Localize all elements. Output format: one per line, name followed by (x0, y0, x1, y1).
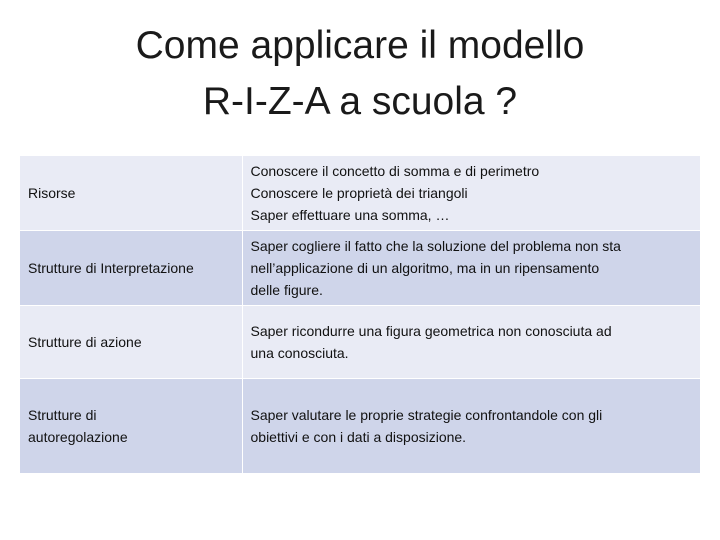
row-label-text: autoregolazione (28, 428, 128, 445)
slide-title (0, 18, 720, 130)
table-row-interpretazione (20, 231, 700, 306)
row-label (20, 156, 242, 231)
slide-title-line-1: Come applicare il modello (135, 24, 585, 67)
description-line: una conosciuta. (250, 345, 349, 361)
riza-table (20, 156, 700, 473)
description-line: obiettivi e con i dati a disposizione. (250, 428, 467, 445)
description-line: Saper ricondurre una figura geometrica non conosciuta ad (250, 323, 612, 339)
row-label-text: Strutture di (28, 406, 97, 423)
row-label (20, 306, 242, 379)
description-line: Saper cogliere il fatto che la soluzione del problema non sta (250, 238, 621, 254)
table-row-autoregolazione (20, 379, 700, 473)
row-description (242, 156, 700, 231)
description-line: Conoscere le proprietà dei triangoli (250, 185, 468, 201)
row-label (20, 379, 242, 473)
table-row-risorse (20, 156, 700, 231)
description-line: Saper effettuare una somma, … (250, 207, 450, 223)
description-line: nell’applicazione di un algoritmo, ma in un ripensamento (250, 260, 600, 276)
row-label-text: Strutture di azione (28, 334, 142, 350)
table-row-azione (20, 306, 700, 379)
row-description (242, 231, 700, 306)
row-label (20, 231, 242, 306)
slide-title-line-2: R-I-Z-A a scuola ? (202, 80, 518, 123)
row-label-text: Strutture di Interpretazione (28, 260, 194, 276)
row-description (242, 306, 700, 379)
description-line: delle figure. (250, 282, 323, 298)
description-line: Saper valutare le proprie strategie confrontandole con gli (250, 406, 603, 423)
description-line: Conoscere il concetto di somma e di perimetro (250, 163, 540, 179)
row-label-text: Risorse (28, 185, 76, 201)
row-description (242, 379, 700, 473)
